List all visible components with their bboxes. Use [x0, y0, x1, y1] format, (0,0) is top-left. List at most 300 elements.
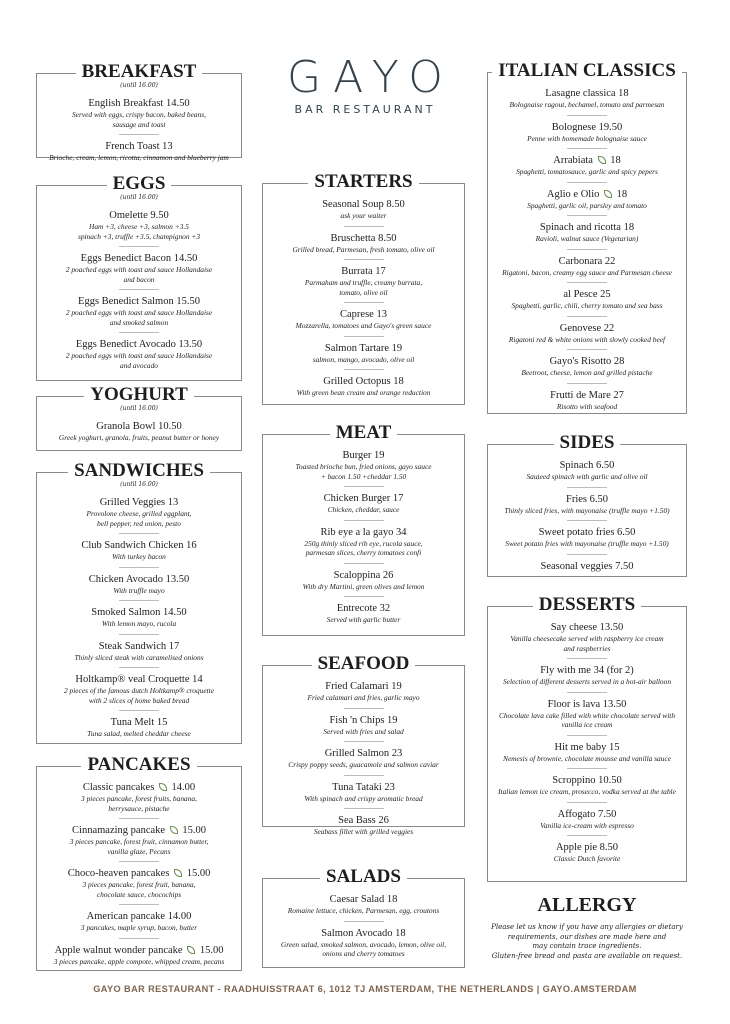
- menu-item: [267, 893, 460, 916]
- vegetarian-leaf-icon: [187, 946, 195, 954]
- menu-item-name: [41, 496, 237, 509]
- item-divider: [119, 861, 159, 862]
- menu-items: [263, 666, 464, 837]
- menu-item-name: [267, 232, 460, 245]
- menu-items: [37, 767, 241, 966]
- item-divider: [567, 735, 607, 736]
- menu-items: [488, 607, 686, 864]
- item-divider: [119, 289, 159, 290]
- menu-item-title: Hit me baby 15: [554, 741, 620, 753]
- menu-item-name: [492, 808, 682, 821]
- menu-item-name: [41, 824, 237, 837]
- item-divider: [567, 215, 607, 216]
- menu-item: [492, 154, 682, 177]
- item-divider: [344, 708, 384, 709]
- section-title-text: MEAT: [330, 422, 398, 443]
- menu-item-name: [492, 664, 682, 677]
- menu-item-description: Vanilla ice-cream with espresso: [540, 820, 634, 830]
- menu-item-name: [41, 420, 237, 433]
- section-title-text: DESSERTS: [533, 594, 642, 615]
- menu-item-description: Rigatoni, bacon, creamy egg sauce and Parmesan cheese: [502, 267, 672, 277]
- section-title: [37, 753, 241, 777]
- menu-item-title: Arrabiata: [553, 155, 593, 166]
- menu-item: [492, 741, 682, 764]
- menu-item-name: [41, 295, 237, 308]
- menu-item: [41, 573, 237, 596]
- menu-item-title: Apple walnut wonder pancake: [54, 944, 183, 956]
- menu-item: [492, 459, 682, 482]
- menu-item-name: [492, 355, 682, 368]
- section-note: (until 16.00): [120, 194, 158, 201]
- menu-item-title: Burger 19: [342, 450, 385, 461]
- section-title-text: PANCAKES: [81, 754, 196, 775]
- menu-item: [267, 449, 460, 481]
- item-divider: [567, 249, 607, 250]
- menu-item-name: [41, 867, 237, 880]
- menu-item: [267, 680, 460, 703]
- menu-item: [267, 308, 460, 331]
- menu-item-description: Provolone cheese, grilled eggplant, bell pepper, red onion, pesto: [86, 509, 192, 528]
- menu-item-description: With dry Martini, green olives and lemon: [302, 581, 425, 591]
- menu-item-description: Greek yoghurt, granola, fruits, peanut butter or honey: [58, 433, 220, 442]
- menu-item-price: 18: [616, 188, 628, 200]
- menu-item-name: [267, 265, 460, 278]
- menu-item: [492, 355, 682, 378]
- menu-item-name: [492, 698, 682, 711]
- menu-item-title: Genovese 22: [559, 322, 615, 334]
- menu-item: [41, 209, 237, 241]
- menu-item-description: Chocolate lava cake filled with white chocolate served with vanilla ice cream: [498, 710, 676, 729]
- menu-item-name: [267, 747, 460, 760]
- item-divider: [567, 316, 607, 317]
- menu-item-description: Classic Dutch favorite: [553, 854, 621, 863]
- section-title: [37, 383, 241, 407]
- menu-item-title: Smoked Salmon 14.50: [91, 607, 187, 618]
- menu-item-title: Eggs Benedict Avocado 13.50: [75, 339, 203, 350]
- section-sides: [487, 432, 687, 577]
- menu-item-name: [492, 621, 682, 634]
- menu-item-name: [267, 680, 460, 693]
- menu-item-description: With truffle mayo: [113, 585, 165, 595]
- menu-item: [492, 389, 682, 412]
- menu-item-name: [492, 288, 682, 301]
- menu-item-name: [267, 375, 460, 388]
- menu-item: [492, 121, 682, 144]
- menu-item-description: 250g thinly sliced rib eye, rucola sauce, parmesan slices, cherry tomatoes confi: [304, 538, 423, 557]
- section-title: [37, 172, 241, 196]
- menu-item-description: Chicken, cheddar, sauce: [327, 505, 400, 514]
- menu-item-name: [492, 741, 682, 754]
- menu-item-description: Bolognaise ragout, bechamel, tomato and parmesan: [509, 100, 665, 109]
- item-divider: [344, 336, 384, 337]
- menu-item: [267, 342, 460, 365]
- section-title-text: SANDWICHES: [68, 460, 210, 481]
- menu-item-description: 2 pieces of the famous dutch Holtkamp® croquette with 2 slices of home baked bread: [63, 686, 215, 705]
- menu-item-title: Bruschetta 8.50: [330, 232, 397, 244]
- menu-item-description: Vanilla cheesecake served with raspberry ice cream and raspberries: [510, 634, 664, 653]
- section-title-text: STARTERS: [308, 171, 418, 192]
- menu-item-title: Sea Bass 26: [338, 815, 389, 826]
- menu-items: [488, 445, 686, 573]
- menu-item-name: [492, 389, 682, 402]
- item-divider: [119, 332, 159, 333]
- section-title-text: YOGHURT: [84, 384, 194, 405]
- menu-item-description: Tuna salad, melted cheddar cheese: [87, 729, 191, 738]
- menu-item: [492, 87, 682, 110]
- menu-item-title: Holtkamp® veal Croquette 14: [75, 674, 203, 685]
- menu-item-title: Fish 'n Chips 19: [329, 714, 398, 726]
- menu-item-description: Grilled bread, Parmesan, fresh tomato, olive oil: [292, 244, 435, 254]
- menu-item-name: [492, 459, 682, 472]
- menu-item: [267, 781, 460, 804]
- item-divider: [119, 904, 159, 905]
- item-divider: [344, 486, 384, 487]
- menu-item-title: Club Sandwich Chicken 16: [81, 540, 197, 551]
- menu-item-name: [492, 526, 682, 539]
- menu-item-name: [41, 539, 237, 552]
- menu-item-description: Ham +3, cheese +3, salmon +3.5 spinach +3, truffle +3.5, champignon +3: [77, 222, 201, 241]
- menu-item: [492, 255, 682, 278]
- menu-item-title: Burrata 17: [341, 266, 386, 277]
- menu-item-name: [492, 560, 682, 573]
- menu-item-name: [41, 640, 237, 653]
- menu-item-description: Spaghetti, garlic, chili, cherry tomato and sea bass: [511, 301, 663, 310]
- item-divider: [344, 921, 384, 922]
- item-divider: [119, 938, 159, 939]
- menu-item-description: Sauteed spinach with garlic and olive oil: [526, 472, 648, 481]
- menu-item-name: [41, 910, 237, 923]
- item-divider: [344, 259, 384, 260]
- menu-item-description: Italian lemon ice cream, prosecco, vodka served at the table: [498, 787, 676, 796]
- menu-item-description: Parmaham and truffle, creamy burrata, tomato, olive oil: [304, 278, 423, 297]
- menu-item-name: [41, 606, 237, 619]
- menu-item-title: Chicken Burger 17: [323, 493, 404, 504]
- menu-item-name: [41, 97, 237, 110]
- menu-item-description: 2 poached eggs with toast and sauce Hollandaise and smoked salmon: [65, 308, 213, 327]
- menu-item-description: Selection of different desserts served in a hot-air balloon: [502, 677, 672, 686]
- menu-item-title: Spinach 6.50: [559, 460, 615, 471]
- allergy-title: ALLERGY: [537, 894, 637, 916]
- vegetarian-leaf-icon: [604, 190, 612, 198]
- menu-item-title: Choco-heaven pancakes: [67, 868, 170, 879]
- menu-item: [267, 927, 460, 959]
- menu-item-title: Aglio e Olio: [546, 188, 600, 200]
- menu-item-title: Eggs Benedict Bacon 14.50: [80, 253, 198, 264]
- menu-item-description: 3 pieces pancake, forest fruit, cinnamon butter, vanilla glaze, Pecans: [69, 837, 209, 856]
- section-title: [263, 421, 464, 445]
- menu-item-description: Green salad, smoked salmon, avocado, lemon, olive oil, onions and cherry tomatoes: [280, 939, 447, 958]
- menu-item-name: [41, 573, 237, 586]
- item-divider: [119, 246, 159, 247]
- section-title: [263, 652, 464, 676]
- menu-item: [267, 526, 460, 558]
- menu-item-name: [267, 814, 460, 827]
- menu-items: [263, 184, 464, 398]
- menu-item-title: English Breakfast 14.50: [88, 98, 190, 109]
- menu-item-title: Lasagne classica 18: [545, 88, 629, 99]
- menu-item-name: [492, 121, 682, 134]
- menu-items: [37, 83, 241, 163]
- section-title-text: ITALIAN CLASSICS: [492, 60, 682, 81]
- menu-item-price: 18: [610, 155, 621, 166]
- item-divider: [344, 520, 384, 521]
- menu-item-title: Grilled Veggies 13: [99, 497, 179, 508]
- menu-item-description: Served with eggs, crispy bacon, baked beans, sausage and toast: [71, 110, 207, 129]
- section-title: [488, 431, 686, 455]
- menu-item-title: Fly with me 34 (for 2): [540, 665, 634, 676]
- item-divider: [119, 667, 159, 668]
- menu-item: [41, 97, 237, 129]
- menu-item-title: Salmon Avocado 18: [321, 927, 406, 939]
- menu-item-description: salmon, mango, avocado, olive oil: [312, 354, 415, 364]
- menu-item-title: Frutti de Mare 27: [550, 389, 624, 401]
- menu-items: [488, 73, 686, 411]
- menu-item: [41, 539, 237, 562]
- menu-item-description: 3 pieces pancake, forest fruits, banana, berrysauce, pistache: [81, 794, 197, 813]
- menu-item: [41, 781, 237, 813]
- menu-item-name: [492, 493, 682, 506]
- menu-item-price: 14.00: [171, 782, 196, 793]
- menu-item-name: [267, 492, 460, 505]
- menu-item-price: 15.00: [182, 825, 206, 836]
- section-title: [37, 459, 241, 483]
- menu-item-name: [267, 781, 460, 794]
- menu-item-title: Grilled Salmon 23: [324, 748, 403, 759]
- menu-item-name: [492, 188, 682, 201]
- menu-item-title: Fried Calamari 19: [325, 681, 402, 692]
- menu-item-name: [267, 526, 460, 539]
- allergy-notice: [488, 893, 686, 961]
- menu-item-description: Brioche, cream, lemon, ricotta, cinnamon and blueberry jam: [49, 153, 229, 162]
- menu-item-name: [492, 841, 682, 854]
- item-divider: [567, 692, 607, 693]
- menu-item-description: Thinly sliced fries, with mayonaise (truffle mayo +1.50): [504, 505, 670, 515]
- menu-item-description: Seabass fillet with grilled veggies: [313, 827, 414, 836]
- menu-item-description: Spaghetti, garlic oil, parsley and tomato: [527, 200, 647, 210]
- menu-item: [492, 493, 682, 516]
- item-divider: [567, 182, 607, 183]
- item-divider: [119, 533, 159, 534]
- menu-item: [492, 774, 682, 797]
- item-divider: [344, 302, 384, 303]
- menu-item-description: 2 poached eggs with toast and sauce Hollandaise and bacon: [65, 265, 213, 284]
- menu-item: [492, 841, 682, 864]
- item-divider: [119, 710, 159, 711]
- menu-item-description: Served with garlic butter: [326, 615, 401, 624]
- section-note: (until 16.00): [120, 82, 158, 89]
- menu-item-description: Fried calamari and fries, garlic mayo: [307, 693, 420, 702]
- menu-item: [41, 252, 237, 284]
- menu-item: [267, 814, 460, 837]
- section-title-text: SALADS: [320, 866, 407, 887]
- section-note: (until 16.00): [120, 405, 158, 412]
- vegetarian-leaf-icon: [598, 156, 606, 164]
- menu-item-title: Omelette 9.50: [109, 210, 169, 221]
- menu-item-title: Say cheese 13.50: [550, 622, 624, 633]
- menu-item: [492, 698, 682, 730]
- section-eggs: [36, 173, 242, 381]
- menu-item-description: With turkey bacon: [112, 552, 166, 561]
- menu-items: [37, 482, 241, 739]
- menu-item: [267, 198, 460, 221]
- menu-item-title: Scroppino 10.50: [552, 775, 622, 786]
- menu-item-title: Steak Sandwich 17: [98, 640, 180, 652]
- vegetarian-leaf-icon: [170, 826, 178, 834]
- menu-item-title: Cinnamazing pancake: [72, 825, 166, 836]
- menu-item-title: Seasonal veggies 7.50: [540, 560, 634, 572]
- menu-item-description: Mozzarella, tomatoes and Gayo's green sauce: [295, 321, 432, 330]
- section-title-text: BREAKFAST: [76, 61, 203, 82]
- menu-item-name: [267, 569, 460, 582]
- item-divider: [119, 600, 159, 601]
- menu-item-name: [492, 774, 682, 787]
- menu-item-name: [41, 716, 237, 729]
- menu-item: [492, 621, 682, 653]
- section-seafood: [262, 653, 465, 836]
- menu-item-description: 3 pieces pancake, forest fruit, banana, chocolate sauce, chocochips: [82, 880, 196, 899]
- menu-item-name: [267, 714, 460, 727]
- section-pancakes: [36, 754, 242, 971]
- menu-item-title: Apple pie 8.50: [555, 842, 619, 853]
- menu-item-description: With green bean cream and orange reduction: [296, 388, 431, 397]
- menu-item-title: Affogato 7.50: [557, 808, 617, 820]
- menu-item-description: Crispy poppy seeds, guacamole and salmon caviar: [288, 760, 439, 769]
- section-title-text: EGGS: [107, 173, 172, 194]
- menu-item-name: [41, 673, 237, 686]
- vegetarian-leaf-icon: [159, 783, 167, 791]
- menu-item: [492, 526, 682, 549]
- menu-item-title: Caprese 13: [340, 309, 387, 320]
- menu-items: [263, 879, 464, 959]
- menu-item-title: Gayo's Risotto 28: [549, 356, 625, 367]
- menu-item-name: [41, 209, 237, 222]
- item-divider: [567, 487, 607, 488]
- menu-item: [41, 420, 237, 443]
- menu-item-description: ask your waiter: [340, 211, 387, 220]
- menu-item: [492, 221, 682, 244]
- vegetarian-leaf-icon: [174, 869, 182, 877]
- item-divider: [567, 520, 607, 521]
- item-divider: [119, 567, 159, 568]
- item-divider: [344, 596, 384, 597]
- menu-item: [41, 338, 237, 370]
- menu-item-description: 2 poached eggs with toast and sauce Hollandaise and avocado: [65, 351, 213, 370]
- menu-item: [492, 808, 682, 831]
- item-divider: [344, 741, 384, 742]
- item-divider: [344, 808, 384, 809]
- menu-items: [37, 195, 241, 370]
- section-title-text: SEAFOOD: [312, 653, 416, 674]
- menu-item-title: Rib eye a la gayo 34: [320, 526, 407, 538]
- footer-address: GAYO BAR RESTAURANT - RAADHUISSTRAAT 6, 1012 TJ AMSTERDAM, THE NETHERLANDS | GAYO.AMSTERDAM: [93, 984, 637, 994]
- menu-item-title: Carbonara 22: [558, 255, 616, 267]
- menu-item-name: [492, 322, 682, 335]
- menu-item-name: [267, 342, 460, 355]
- menu-item-description: Served with fries and salad: [323, 726, 404, 736]
- menu-item-description: Spaghetti, tomatosauce, garlic and spicy pepers: [516, 167, 658, 176]
- section-salads: [262, 866, 465, 968]
- menu-item-price: 15.00: [186, 868, 211, 879]
- menu-item-title: French Toast 13: [105, 141, 173, 152]
- menu-item-name: [41, 140, 237, 153]
- menu-item: [267, 492, 460, 515]
- menu-item-title: Scaloppina 26: [333, 569, 394, 581]
- menu-items: [263, 435, 464, 625]
- menu-item-description: Sweet potato fries with mayonaise (truffle mayo +1.50): [505, 539, 669, 548]
- menu-item-title: Classic pancakes: [82, 782, 155, 793]
- menu-item-title: Fries 6.50: [566, 493, 608, 505]
- menu-item-description: Toasted brioche bun, fried onions, gayo sauce + bacon 1.50 +cheddar 1.50: [295, 462, 432, 481]
- section-starters: [262, 171, 465, 405]
- menu-item-name: [267, 198, 460, 211]
- menu-item: [267, 714, 460, 737]
- item-divider: [567, 658, 607, 659]
- menu-item-title: American pancake 14.00: [86, 911, 192, 922]
- section-sandwiches: [36, 460, 242, 744]
- menu-item-title: Floor is lava 13.50: [547, 698, 627, 710]
- menu-item-description: Nemesis of brownie, chocolate mousse and vanilla sauce: [502, 753, 672, 763]
- section-title: [37, 60, 241, 84]
- section-title: [488, 59, 686, 83]
- menu-item: [267, 747, 460, 770]
- menu-item-description: With spinach and crispy aromatic bread: [304, 793, 423, 803]
- section-desserts: [487, 594, 687, 882]
- menu-item-description: With lemon mayo, rucola: [101, 619, 177, 628]
- menu-item: [492, 664, 682, 687]
- allergy-text: Please let us know if you have any allergies or dietary requirements, our dishes are made here and may contain trace ingredients. Gluten-free bread and pasta are available on request.: [491, 923, 683, 960]
- menu-item-title: Chicken Avocado 13.50: [88, 573, 190, 585]
- menu-item-name: [492, 221, 682, 234]
- item-divider: [567, 349, 607, 350]
- item-divider: [567, 768, 607, 769]
- menu-item: [41, 910, 237, 933]
- menu-item: [267, 602, 460, 625]
- menu-item-title: al Pesce 25: [563, 289, 611, 300]
- menu-item-name: [41, 944, 237, 957]
- menu-item-name: [492, 255, 682, 268]
- item-divider: [567, 282, 607, 283]
- menu-item-title: Caesar Salad 18: [329, 894, 398, 905]
- section-title: [488, 593, 686, 617]
- menu-item-name: [492, 87, 682, 100]
- menu-item-description: 3 pieces pancake, apple compote, whipped cream, pecans: [53, 956, 225, 966]
- menu-item: [492, 188, 682, 211]
- section-meat: [262, 422, 465, 636]
- item-divider: [119, 134, 159, 135]
- section-title: [263, 170, 464, 194]
- menu-item: [41, 606, 237, 629]
- menu-item-title: Sweet potato fries 6.50: [538, 527, 636, 538]
- item-divider: [119, 818, 159, 819]
- item-divider: [567, 115, 607, 116]
- menu-item-price: 15.00: [199, 944, 224, 956]
- menu-item-title: Tuna Tataki 23: [332, 781, 395, 793]
- menu-item-name: [267, 927, 460, 940]
- menu-item: [41, 824, 237, 856]
- menu-item-description: Romaine lettuce, chicken, Parmesan, egg, croutons: [287, 906, 440, 915]
- section-title: [263, 865, 464, 889]
- menu-item: [492, 322, 682, 345]
- section-breakfast: [36, 61, 242, 162]
- menu-item: [41, 295, 237, 327]
- item-divider: [567, 835, 607, 836]
- menu-item-name: [492, 154, 682, 167]
- menu-item-description: Thinly sliced steak with caramelised onions: [74, 652, 204, 662]
- menu-item-name: [267, 893, 460, 906]
- menu-item-title: Salmon Tartare 19: [324, 342, 403, 354]
- menu-item-description: Rigatoni red & white onions with slowly cooked beef: [508, 334, 666, 344]
- item-divider: [344, 226, 384, 227]
